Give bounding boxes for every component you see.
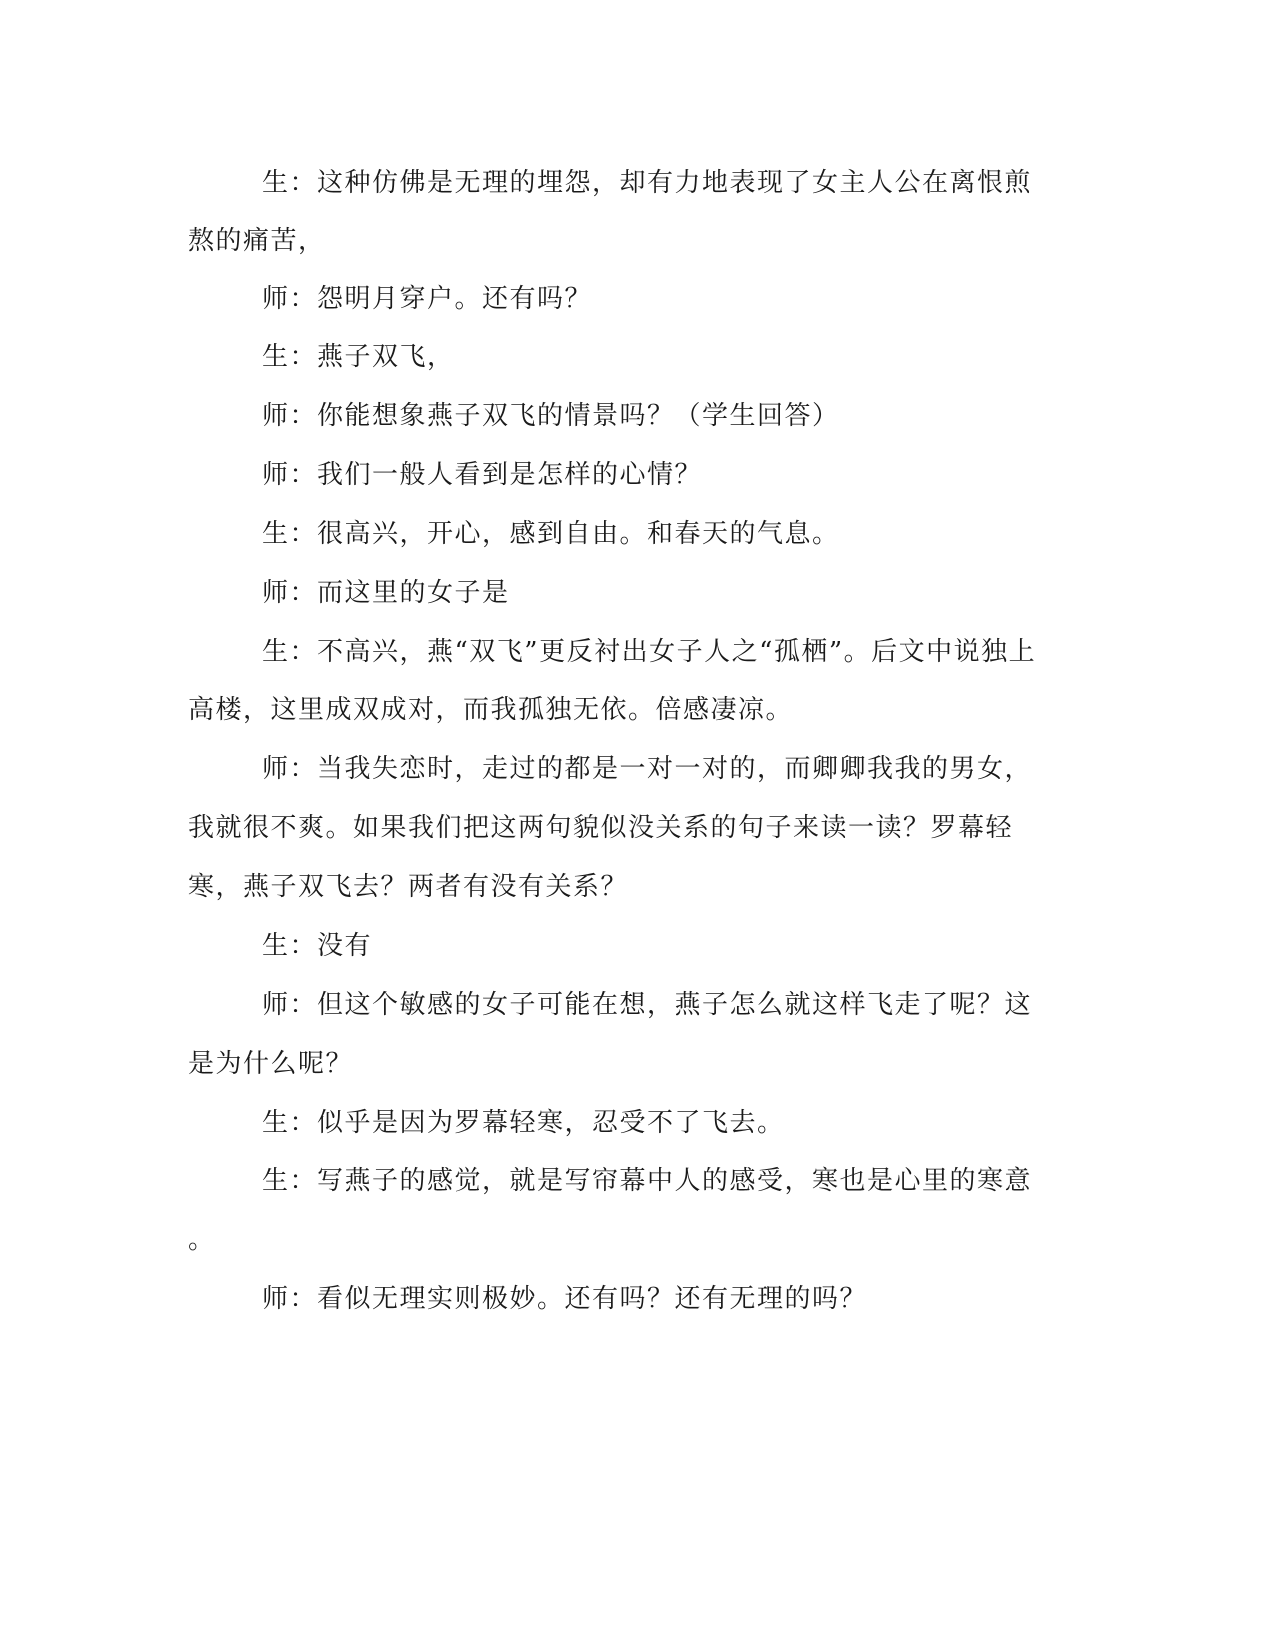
text-line-8: 师：而这里的女子是 [262,578,510,608]
text-line-1: 生：这种仿佛是无理的埋怨，却有力地表现了女主人公在离恨煎 [262,168,1033,198]
text-line-19: 。 [188,1225,216,1255]
text-line-10: 高楼，这里成双成对，而我孤独无依。倍感凄凉。 [188,695,794,725]
text-line-15: 师：但这个敏感的女子可能在想，燕子怎么就这样飞走了呢？这 [262,990,1033,1020]
text-line-11: 师：当我失恋时，走过的都是一对一对的，而卿卿我我的男女， [262,754,1033,784]
text-line-3: 师：怨明月穿户。还有吗？ [262,284,593,314]
text-line-13: 寒，燕子双飞去？两者有没有关系？ [188,872,629,902]
text-line-17: 生：似乎是因为罗幕轻寒，忍受不了飞去。 [262,1108,785,1138]
text-line-20: 师：看似无理实则极妙。还有吗？还有无理的吗？ [262,1284,868,1314]
text-line-14: 生：没有 [262,931,373,961]
text-line-12: 我就很不爽。如果我们把这两句貌似没关系的句子来读一读？罗幕轻 [188,813,1014,843]
text-line-9: 生：不高兴，燕“双飞”更反衬出女子人之“孤栖”。后文中说独上 [262,637,1037,667]
text-line-6: 师：我们一般人看到是怎样的心情？ [262,460,703,490]
text-line-18: 生：写燕子的感觉，就是写帘幕中人的感受，寒也是心里的寒意 [262,1166,1033,1196]
text-line-7: 生：很高兴，开心，感到自由。和春天的气息。 [262,519,840,549]
text-line-5: 师：你能想象燕子双飞的情景吗？（学生回答） [262,401,840,431]
text-line-16: 是为什么呢？ [188,1049,354,1079]
text-line-2: 熬的痛苦， [188,226,326,256]
text-line-4: 生：燕子双飞， [262,342,455,372]
